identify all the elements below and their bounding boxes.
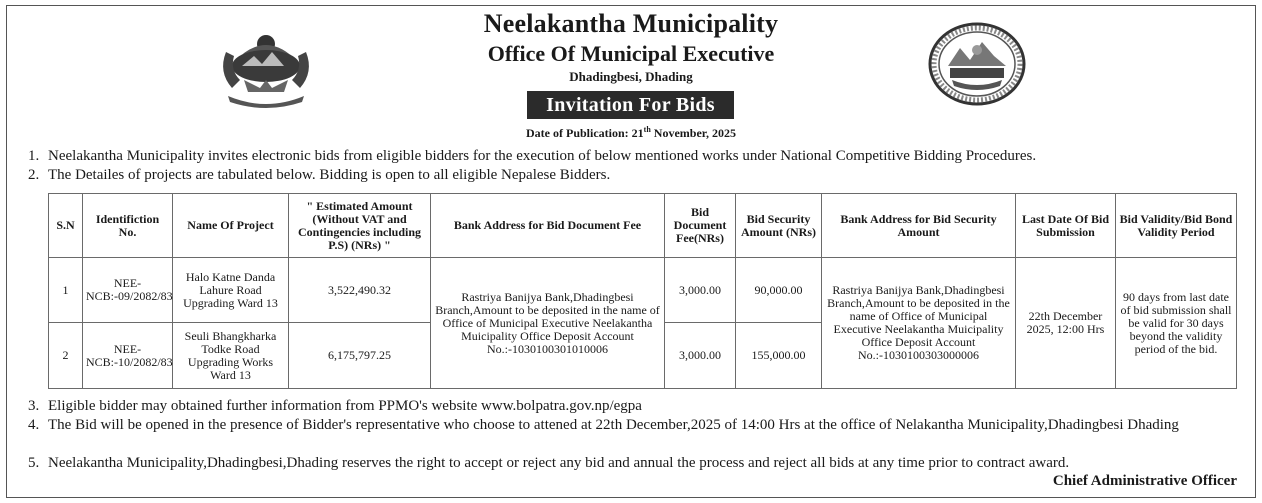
table-header-row	[49, 194, 1237, 258]
cell-identification: NEE-NCB:-09/2082/83	[83, 258, 173, 323]
header-sn: S.N	[49, 194, 83, 258]
cell-doc-fee: 3,000.00	[665, 323, 736, 389]
notice-number: 2.	[28, 167, 40, 183]
cell-security-amount: 90,000.00	[736, 258, 822, 323]
publication-date-suffix: th	[643, 125, 651, 134]
notice-number: 1.	[28, 148, 40, 164]
notice-text: The Bid will be opened in the presence of Bidder's representative who choose to attened at 22th December,2025 of 14:00 Hrs at the office of Nelakantha Municipality,Dhadingbesi Dhading	[48, 417, 1179, 433]
table-row	[49, 258, 1237, 323]
header-security-amount: Bid Security Amount (NRs)	[736, 194, 822, 258]
publication-date-label: Date of Publication: 21	[526, 126, 644, 140]
cell-validity: 90 days from last date of bid submission shall be valid for 30 days beyond the validity period of the bid.	[1116, 258, 1237, 389]
cell-sn: 1	[49, 258, 83, 323]
notice-title: Invitation For Bids	[527, 91, 734, 119]
cell-sn: 2	[49, 323, 83, 389]
office-location: Dhadingbesi, Dhading	[569, 69, 693, 84]
header-estimated-amount: " Estimated Amount (Without VAT and Contingencies including P.S) (NRs) "	[289, 194, 431, 258]
office-name: Office Of Municipal Executive	[487, 41, 775, 66]
notice-text: The Detailes of projects are tabulated below. Bidding is open to all eligible Nepalese Bidders.	[48, 167, 611, 183]
cell-identification: NEE-NCB:-10/2082/83	[83, 323, 173, 389]
header-last-date: Last Date Of Bid Submission	[1016, 194, 1116, 258]
cell-bank-fee: Rastriya Banijya Bank,Dhadingbesi Branch,Amount to be deposited in the name of Office of Municipal Executive Neelakantha Muicipality Office Deposit Account No.:-1030100301010006	[431, 258, 665, 389]
projects-table	[48, 193, 1237, 389]
cell-project-name: Seuli Bhangkharka Todke Road Upgrading Works Ward 13	[173, 323, 289, 389]
notice-text: Eligible bidder may obtained further information from PPMO's website www.bolpatra.gov.np/egpa	[48, 398, 642, 414]
notice-number: 5.	[28, 455, 40, 471]
publication-date-rest: November, 2025	[650, 126, 736, 140]
publication-date	[0, 125, 1262, 141]
cell-estimated-amount: 6,175,797.25	[289, 323, 431, 389]
notice-number: 3.	[28, 398, 40, 414]
cell-project-name: Halo Katne Danda Lahure Road Upgrading Ward 13	[173, 258, 289, 323]
organization-name: Neelakantha Municipality	[483, 9, 779, 38]
header-identification: Identifiction No.	[83, 194, 173, 258]
header-bank-fee: Bank Address for Bid Document Fee	[431, 194, 665, 258]
cell-last-date: 22th December 2025, 12:00 Hrs	[1016, 258, 1116, 389]
cell-estimated-amount: 3,522,490.32	[289, 258, 431, 323]
header-project-name: Name Of Project	[173, 194, 289, 258]
cell-doc-fee: 3,000.00	[665, 258, 736, 323]
header-doc-fee: Bid Document Fee(NRs)	[665, 194, 736, 258]
cell-bank-security: Rastriya Banijya Bank,Dhadingbesi Branch,Amount to be deposited in the name of Office of Municipal Executive Neelakantha Muicipality Office Deposit Account No.:-1030100303000006	[822, 258, 1016, 389]
signature-title: Chief Administrative Officer	[1052, 473, 1237, 489]
notice-number: 4.	[28, 417, 40, 433]
header-validity: Bid Validity/Bid Bond Validity Period	[1116, 194, 1237, 258]
notice-text: Neelakantha Municipality,Dhadingbesi,Dhading reserves the right to accept or reject any bid and annual the process and reject all bids at any time prior to contract award.	[48, 455, 1070, 471]
notice-text: Neelakantha Municipality invites electronic bids from eligible bidders for the execution of below mentioned works under National Competitive Bidding Procedures.	[48, 148, 1037, 164]
header-bank-security: Bank Address for Bid Security Amount	[822, 194, 1016, 258]
cell-security-amount: 155,000.00	[736, 323, 822, 389]
